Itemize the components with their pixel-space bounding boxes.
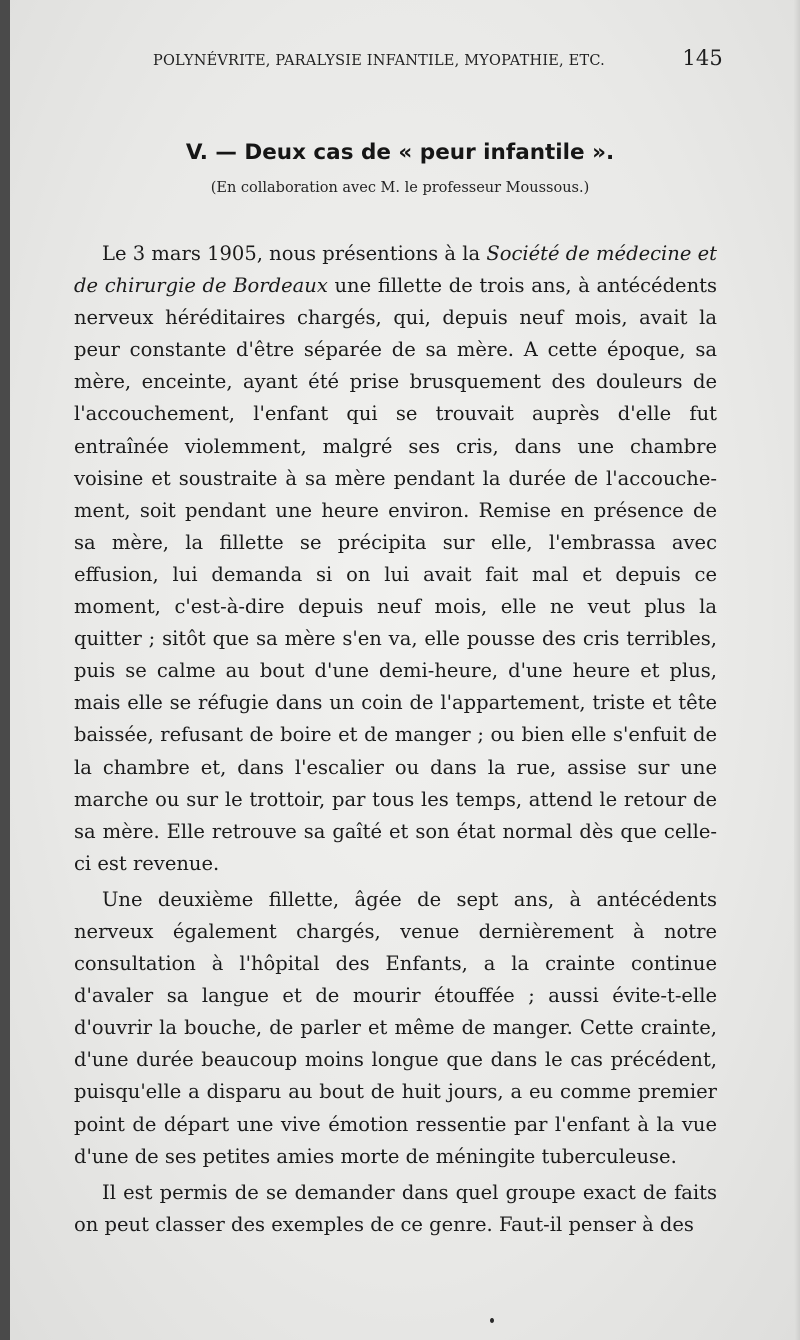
body-text (74, 238, 717, 1245)
section-title: V. — Deux cas de « peur infantile ». (185, 140, 615, 165)
running-head-title: POLYNÉVRITE, PARALYSIE INFANTILE, MYOPATHIE, ETC. (153, 53, 605, 69)
book-page (10, 0, 800, 1340)
running-head (143, 46, 723, 76)
paragraph-1 (74, 238, 717, 880)
page-number: 145 (682, 46, 723, 70)
paragraph-1-lead: Le 3 mars 1905, nous présentions à la (102, 242, 487, 265)
paragraph-2: Une deuxième fillette, âgée de sept ans, à antécédents nerveux également chargés, venue dernièrement à notre consultation à l'hôpital des Enfants, a la crainte continue d'avaler sa langue et de mourir étouffée ; aussi évite-t-elle d'ouvrir la bouche, de parler et même de manger. Cette crainte, d'une durée beaucoup moins longue que dans le cas précédent, puisqu'elle a disparu au bout de huit jours, a eu comme premier point de départ une vive émotion ressentie par l'enfant à la vue d'une de ses petites amies morte de méningite tuberculeuse. (74, 887, 717, 1168)
page-edge (794, 0, 800, 1340)
journal-title: Société de médecine et de chirurgie de Bordeaux (74, 242, 717, 298)
paragraph-3: Il est permis de se demander dans quel groupe exact de faits on peut classer des exemples de ce genre. Faut-il penser à des (74, 1180, 717, 1236)
ink-speck (490, 1318, 494, 1323)
section-subtitle: (En collaboration avec M. le professeur Moussous.) (210, 180, 590, 196)
paragraph-1-body: une fillette de trois ans, à antécédents nerveux héréditaires chargés, qui, depuis neuf mois, avait la peur constante d'être séparée de sa mère. A cette époque, sa mère, enceinte, ayant été prise brusquement des douleurs de l'accouchement, l'enfant qui se trouvait auprès d'elle fut entraînée violemment, malgré ses cris, dans une chambre voisine et soustraite à sa mère pendant la durée de l'accouchement, soit pendant une heure environ. Remise en présence de sa mère, la fillette se précipita sur elle, l'embrassa avec effusion, lui demanda si on lui avait fait mal et depuis ce moment, c'est-à-dire depuis neuf mois, elle ne veut plus la quitter ; sitôt que sa mère s'en va, elle pousse des cris terribles, puis se calme au bout d'une demi-heure, d'une heure et plus, mais elle se réfugie dans un coin de l'appartement, triste et tête baissée, refusant de boire et de manger ; ou bien elle s'enfuit de la chambre et, dans l'escalier ou dans la rue, assise sur une marche ou sur le trottoir, par tous les temps, attend le retour de sa mère. Elle retrouve sa gaîté et son état normal dès que celle-ci est revenue. (74, 274, 718, 875)
